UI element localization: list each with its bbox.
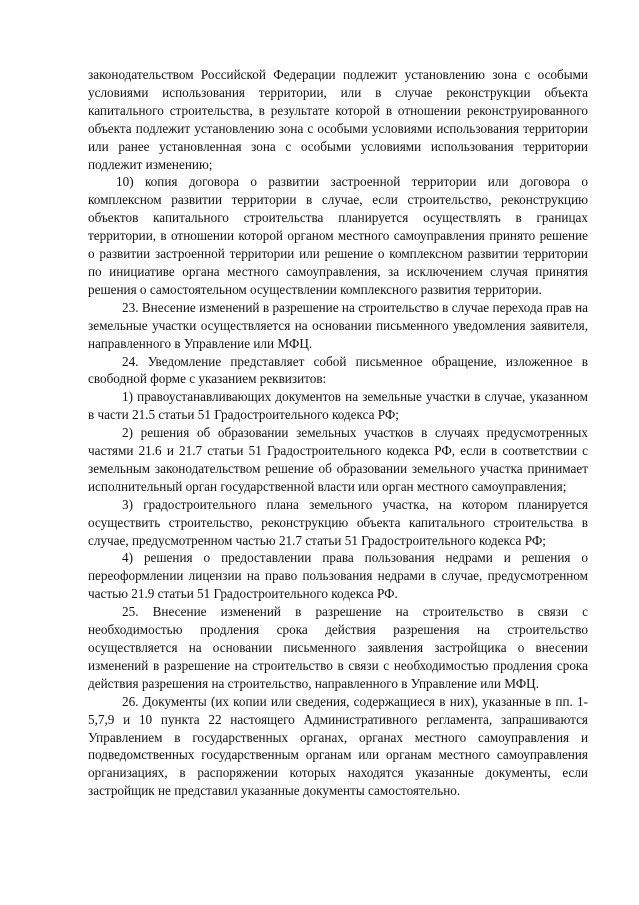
document-body — [88, 66, 588, 800]
paragraph-25: 25. Внесение изменений в разрешение на строительство в связи с необходимостью продления срока действия разрешения на строительство осуществляется на основании письменного заявления застройщика о внесении изменений в разрешение на строительство в связи с необходимостью продления срока действия разрешения на строительство, направленного в Управление или МФЦ. — [88, 604, 588, 691]
paragraph-23: 23. Внесение изменений в разрешение на строительство в случае перехода прав на земельные участки осуществляется на основании письменного уведомления заявителя, направленного в Управление или МФЦ. — [88, 299, 588, 351]
paragraph-24: 24. Уведомление представляет собой письменное обращение, изложенное в свободной форме с указанием реквизитов: — [88, 353, 588, 387]
paragraph-24-item-1: 1) правоустанавливающих документов на земельные участки в случае, указанном в части 21.5 статьи 51 Градостроительного кодекса РФ; — [88, 389, 588, 423]
paragraph-24-item-3: 3) градостроительного плана земельного участка, на котором планируется осуществить строительство, реконструкцию объекта капитального строительства в случае, предусмотренном частью 21.7 статьи 51 Градостроительного кодекса РФ; — [88, 496, 588, 548]
paragraph-26: 26. Документы (их копии или сведения, содержащиеся в них), указанные в пп. 1-5,7,9 и 10 пункта 22 настоящего Административного регламента, запрашиваются Управлением в государственных органах, органах местного самоуправления и подведомственных государственным органам или органам местного самоуправления организациях, в распоряжении которых находятся указанные документы, если застройщик не представил указанные документы самостоятельно. — [88, 693, 588, 799]
paragraph-24-item-4: 4) решения о предоставлении права пользования недрами и решения о переоформлении лицензии на право пользования недрами в случае, предусмотренном частью 21.9 статьи 51 Градостроительного кодекса РФ. — [88, 550, 588, 602]
paragraph-zone-continuation: законодательством Российской Федерации подлежит установлению зона с особыми условиями использования территории, или в случае реконструкции объекта капитального строительства, в результате которой в отношении реконструированного объекта подлежит установлению зона с особыми условиями использования территории или ранее установленная зона с особыми условиями использования территории подлежит изменению; — [88, 67, 588, 172]
paragraph-item-10: 10) копия договора о развитии застроенной территории или договора о комплексном развитии территории в случае, если строительство, реконструкцию объектов капитального строительства планируется осуществлять в границах территории, в отношении которой органом местного самоуправления принято решение о развитии застроенной территории или решение о комплексном развитии территории по инициативе органа местного самоуправления, за исключением случая принятия решения о самостоятельном осуществлении комплексного развития территории. — [88, 174, 588, 297]
paragraph-24-item-2: 2) решения об образовании земельных участков в случаях предусмотренных частями 21.6 и 21.7 статьи 51 Градостроительного кодекса РФ, если в соответствии с земельным законодательством решение об образовании земельного участка принимает исполнительный орган государственной власти или орган местного самоуправления; — [88, 425, 588, 494]
